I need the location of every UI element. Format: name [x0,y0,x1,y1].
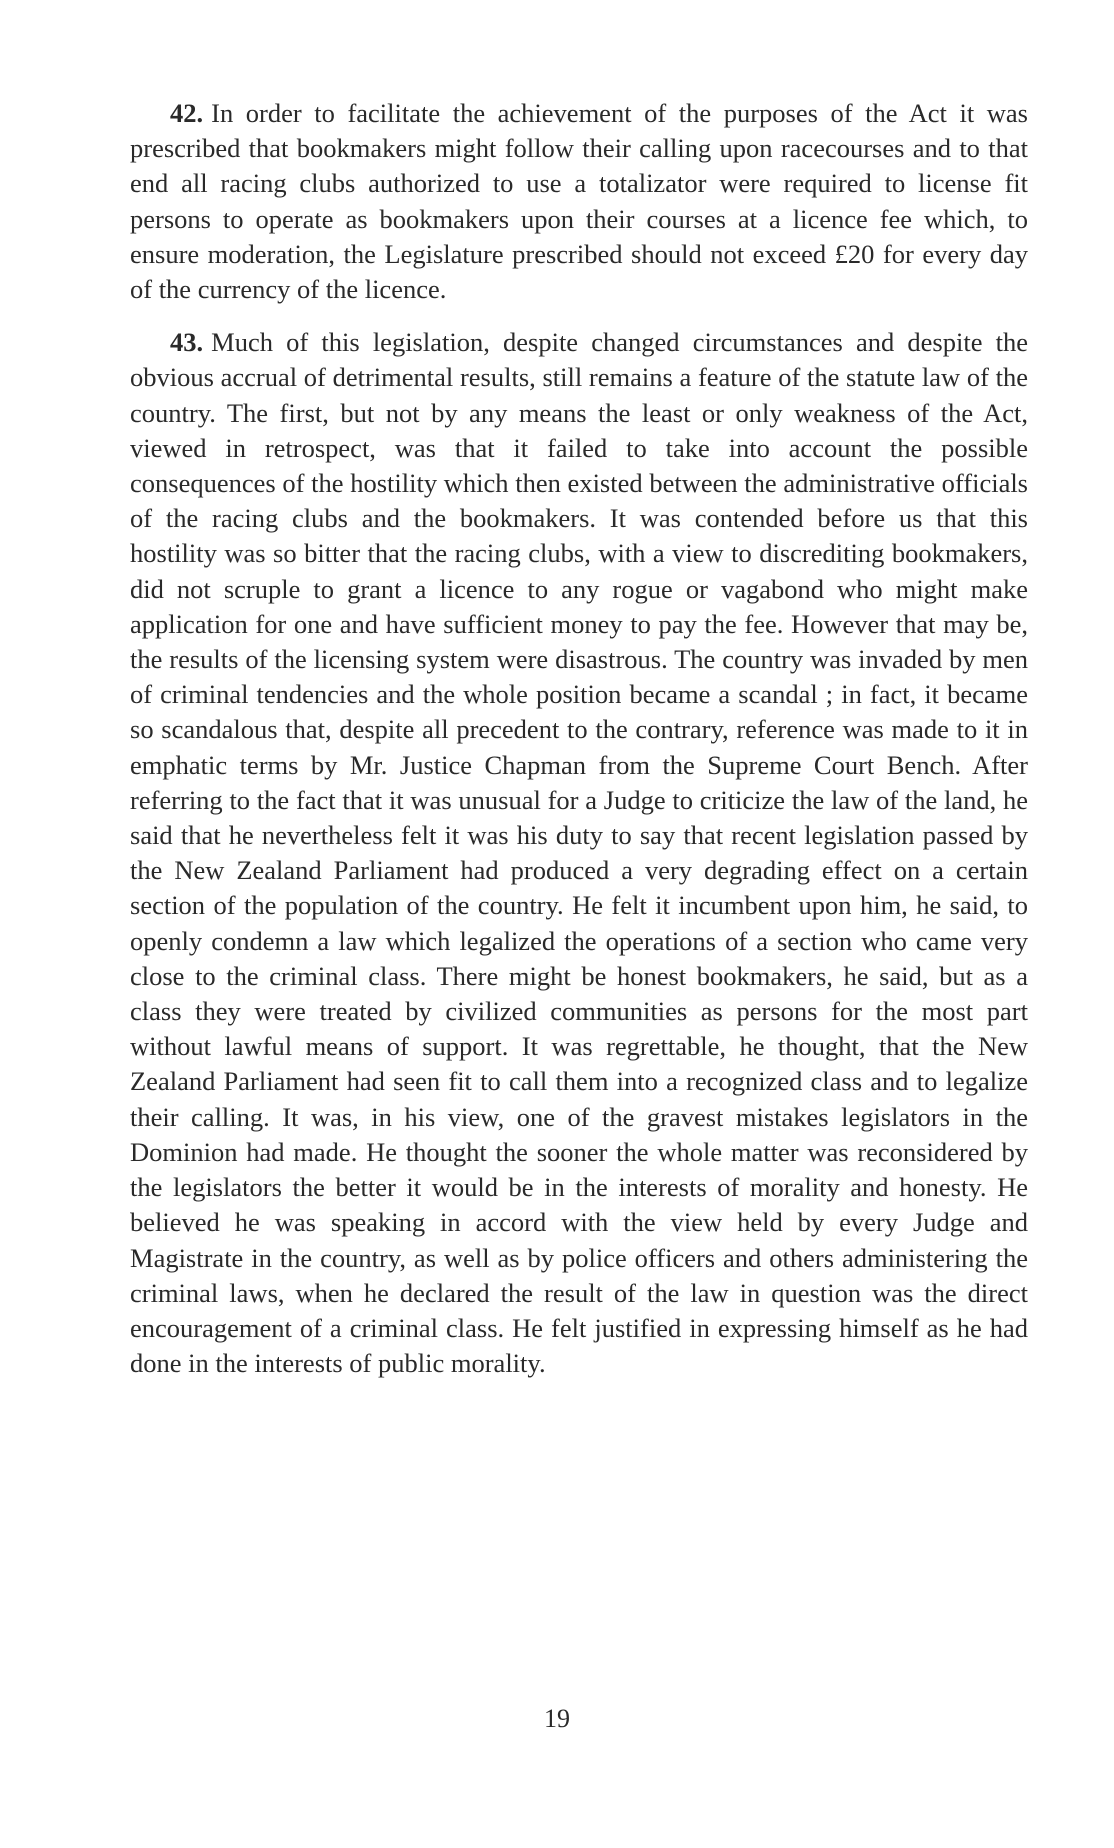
paragraph-number: 43. [170,327,204,358]
paragraph-number: 42. [170,98,204,128]
body-text [130,96,1028,1381]
paragraph-42 [130,96,1028,307]
paragraph-43 [130,325,1028,1381]
paragraph-text: Much of this legislation, despite changed circumstances and despite the obvious accrual of detrimental results, still remains a feature of the statute law of the country. The first, but not by any means the least or only weakness of the Act, viewed in retrospect, was that it failed to take into account the possible consequences of the hostility which then existed between the administrative officials of the racing clubs and the bookmakers. It was contended before us that this hostility was so bitter that the racing clubs, with a view to discrediting bookmakers, did not scruple to grant a licence to any rogue or vagabond who might make application for one and have sufficient money to pay the fee. However that may be, the results of the licensing system were disastrous. The country was invaded by men of criminal tendencies and the whole position became a scandal ; in fact, it became so scandalous that, despite all precedent to the contrary, reference was made to it in emphatic terms by Mr. Justice Chapman from the Supreme Court Bench. After referring to the fact that it was unusual for a Judge to criticize the law of the land, he said that he nevertheless felt it was his duty to say that recent legislation passed by the New Zealand Parliament had produced a very degrading effect on a certain section of the population of the country. He felt it incumbent upon him, he said, to openly condemn a law which legalized the operations of a section who came very close to the criminal class. There might be honest bookmakers, he said, but as a class they were treated by civilized communities as persons for the most part without lawful means of support. It was regrettable, he thought, that the New Zealand Parliament had seen fit to call them into a recognized class and to legalize their calling. It was, in his view, one of the gravest mistakes legislators in the Dominion had made. He thought the sooner the whole matter was reconsidered by the legislators the better it would be in the interests of morality and honesty. He believed he was speaking in accord with the view held by every Judge and Magistrate in the country, as well as by police officers and others administering the criminal laws, when he declared the result of the law in question was the direct encouragement of a criminal class. He felt justified in expressing himself as he had done in the interests of public morality. [130,327,1028,1379]
page-number: 19 [544,1704,570,1733]
paragraph-text: In order to facilitate the achievement of the purposes of the Act it was prescribed that bookmakers might follow their calling upon racecourses and to that end all racing clubs authorized to use a totalizator were required to license fit persons to operate as bookmakers upon their courses at a licence fee which, to ensure moderation, the Legislature prescribed should not exceed £20 for every day of the currency of the licence. [130,98,1028,305]
